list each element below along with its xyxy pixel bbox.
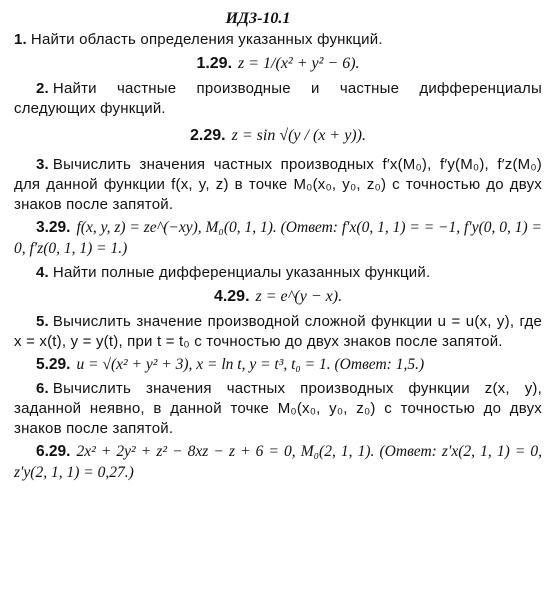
- formula-number: 3.29.: [36, 219, 71, 236]
- task-text: Вычислить значения частных производных f′x(M₀), f′y(M₀), f′z(M₀) для данной функции f(x, y, z) в точке M₀(x₀, y₀, z₀) с точностью до двух знаков после запятой.: [14, 156, 542, 213]
- formula-expression: u = √(x² + y² + 3), x = ln t, y = t³, t₀ = 1. (Ответ: 1,5.): [76, 356, 425, 373]
- formula-1-29: [14, 53, 542, 75]
- formula-expression: z = sin √(y / (x + y)).: [231, 127, 366, 144]
- task-number: 4.: [36, 264, 49, 281]
- formula-expression: f(x, y, z) = ze^(−xy), M₀(0, 1, 1). (Ответ: f′x(0, 1, 1) = = −1, f′y(0, 0, 1) = 0, f′z(0, 1, 1) = 1.): [14, 219, 542, 257]
- formula-expression: z = e^(y − x).: [255, 288, 343, 305]
- task-3: [14, 155, 542, 215]
- formula-6-29: [14, 441, 542, 483]
- task-2: [14, 79, 542, 119]
- document-title: ИДЗ-10.1: [225, 10, 291, 27]
- task-number: 3.: [36, 156, 49, 173]
- task-5: [14, 312, 542, 352]
- formula-4-29: [14, 286, 542, 308]
- formula-number: 6.29.: [36, 443, 71, 460]
- formula-5-29: [14, 354, 542, 375]
- formula-number: 4.29.: [213, 288, 250, 305]
- task-text: Вычислить значение производной сложной функции u = u(x, y), где x = x(t), y = y(t), при t = t₀ с точностью до двух знаков после запятой.: [14, 313, 542, 350]
- formula-expression: z = 1/(x² + y² − 6).: [238, 55, 360, 72]
- task-number: 6.: [36, 380, 49, 397]
- formula-number: 5.29.: [36, 356, 71, 373]
- task-1: [14, 30, 542, 50]
- formula-number: 2.29.: [190, 127, 226, 144]
- formula-2-29: [14, 125, 542, 147]
- task-number: 1.: [14, 31, 27, 48]
- task-number: 2.: [36, 80, 49, 97]
- formula-expression: 2x² + 2y² + z² − 8xz − z + 6 = 0, M₀(2, 1, 1). (Ответ: z′x(2, 1, 1) = 0, z′y(2, 1, 1) = 0,27.): [14, 443, 542, 481]
- task-text: Найти область определения указанных функций.: [30, 31, 383, 48]
- task-4: [14, 263, 542, 283]
- formula-number: 1.29.: [196, 55, 233, 72]
- formula-3-29: [14, 217, 542, 259]
- task-number: 5.: [36, 313, 49, 330]
- task-text: Вычислить значения частных производных функции z(x, y), заданной неявно, в данной точке M₀(x₀, y₀, z₀) с точностью до двух знаков после запятой.: [14, 380, 542, 437]
- task-text: Найти полные дифференциалы указанных функций.: [52, 264, 431, 281]
- task-text: Найти частные производные и частные дифференциалы следующих функций.: [14, 80, 542, 117]
- task-6: [14, 379, 542, 439]
